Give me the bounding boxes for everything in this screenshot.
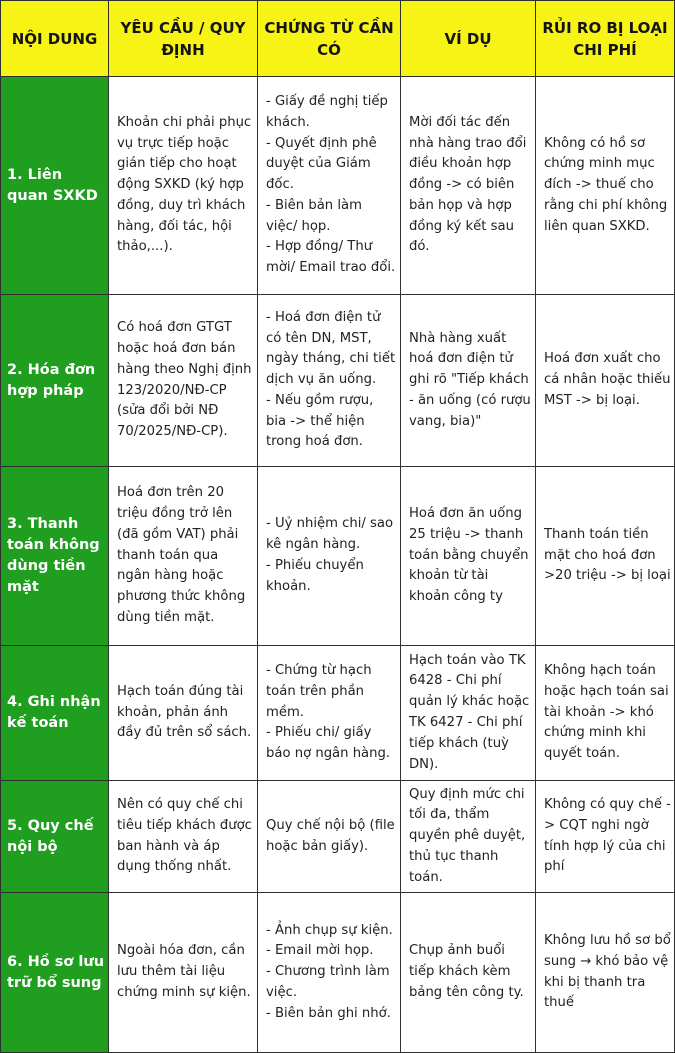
header-risk: RỦI RO BỊ LOẠI CHI PHÍ — [536, 1, 675, 77]
example-cell: Hạch toán vào TK 6428 - Chi phí quản lý khác hoặc TK 6427 - Chi phí tiếp khách (tuỳ DN). — [401, 646, 536, 781]
header-requirement: YÊU CẦU / QUY ĐỊNH — [109, 1, 258, 77]
risk-cell: Không hạch toán hoặc hạch toán sai tài khoản -> khó chứng minh khi quyết toán. — [536, 646, 675, 781]
example-cell: Chụp ảnh buổi tiếp khách kèm bảng tên công ty. — [401, 893, 536, 1053]
row-label: 4. Ghi nhận kế toán — [1, 646, 109, 781]
requirement-cell: Ngoài hóa đơn, cần lưu thêm tài liệu chứng minh sự kiện. — [109, 893, 258, 1053]
risk-cell: Không lưu hồ sơ bổ sung → khó bảo vệ khi bị thanh tra thuế — [536, 893, 675, 1053]
table-row — [1, 646, 675, 781]
requirement-cell: Hoá đơn trên 20 triệu đồng trở lên (đã gồm VAT) phải thanh toán qua ngân hàng hoặc phương thức không dùng tiền mặt. — [109, 467, 258, 646]
table-row — [1, 467, 675, 646]
risk-cell: Không có quy chế -> CQT nghi ngờ tính hợp lý của chi phí — [536, 781, 675, 893]
example-cell: Hoá đơn ăn uống 25 triệu -> thanh toán bằng chuyển khoản từ tài khoản công ty — [401, 467, 536, 646]
example-cell: Quy định mức chi tối đa, thẩm quyền phê duyệt, thủ tục thanh toán. — [401, 781, 536, 893]
documents-cell: - Chứng từ hạch toán trên phần mềm. - Phiếu chi/ giấy báo nợ ngân hàng. — [258, 646, 401, 781]
row-label: 2. Hóa đơn hợp pháp — [1, 295, 109, 467]
documents-cell: - Uỷ nhiệm chi/ sao kê ngân hàng. - Phiếu chuyển khoản. — [258, 467, 401, 646]
example-cell: Mời đối tác đến nhà hàng trao đổi điều khoản hợp đồng -> có biên bản họp và hợp đồng ký kết sau đó. — [401, 77, 536, 295]
requirement-cell: Nên có quy chế chi tiêu tiếp khách được ban hành và áp dụng thống nhất. — [109, 781, 258, 893]
requirement-cell: Khoản chi phải phục vụ trực tiếp hoặc gián tiếp cho hoạt động SXKD (ký hợp đồng, duy trì khách hàng, đối tác, hội thảo,...). — [109, 77, 258, 295]
row-label: 3. Thanh toán không dùng tiền mặt — [1, 467, 109, 646]
header-documents: CHỨNG TỪ CẦN CÓ — [258, 1, 401, 77]
documents-cell: - Ảnh chụp sự kiện. - Email mời họp. - Chương trình làm việc. - Biên bản ghi nhớ. — [258, 893, 401, 1053]
header-example: VÍ DỤ — [401, 1, 536, 77]
requirement-cell: Có hoá đơn GTGT hoặc hoá đơn bán hàng theo Nghị định 123/2020/NĐ-CP (sửa đổi bởi NĐ 70/2025/NĐ-CP). — [109, 295, 258, 467]
requirement-cell: Hạch toán đúng tài khoản, phản ánh đầy đủ trên sổ sách. — [109, 646, 258, 781]
table-row — [1, 893, 675, 1053]
risk-cell: Thanh toán tiền mặt cho hoá đơn >20 triệu -> bị loại — [536, 467, 675, 646]
documents-cell: - Hoá đơn điện tử có tên DN, MST, ngày tháng, chi tiết dịch vụ ăn uống. - Nếu gồm rượu, bia -> thể hiện trong hoá đơn. — [258, 295, 401, 467]
documents-cell: - Giấy đề nghị tiếp khách. - Quyết định phê duyệt của Giám đốc. - Biên bản làm việc/ họp. - Hợp đồng/ Thư mời/ Email trao đổi. — [258, 77, 401, 295]
header-content: NỘI DUNG — [1, 1, 109, 77]
row-label: 5. Quy chế nội bộ — [1, 781, 109, 893]
table-row — [1, 781, 675, 893]
example-cell: Nhà hàng xuất hoá đơn điện tử ghi rõ "Tiếp khách - ăn uống (có rượu vang, bia)" — [401, 295, 536, 467]
row-label: 6. Hồ sơ lưu trữ bổ sung — [1, 893, 109, 1053]
risk-cell: Hoá đơn xuất cho cá nhân hoặc thiếu MST -> bị loại. — [536, 295, 675, 467]
table-header-row — [1, 1, 675, 77]
table-row — [1, 295, 675, 467]
table-row — [1, 77, 675, 295]
row-label: 1. Liên quan SXKD — [1, 77, 109, 295]
risk-cell: Không có hồ sơ chứng minh mục đích -> thuế cho rằng chi phí không liên quan SXKD. — [536, 77, 675, 295]
documents-cell: Quy chế nội bộ (file hoặc bản giấy). — [258, 781, 401, 893]
